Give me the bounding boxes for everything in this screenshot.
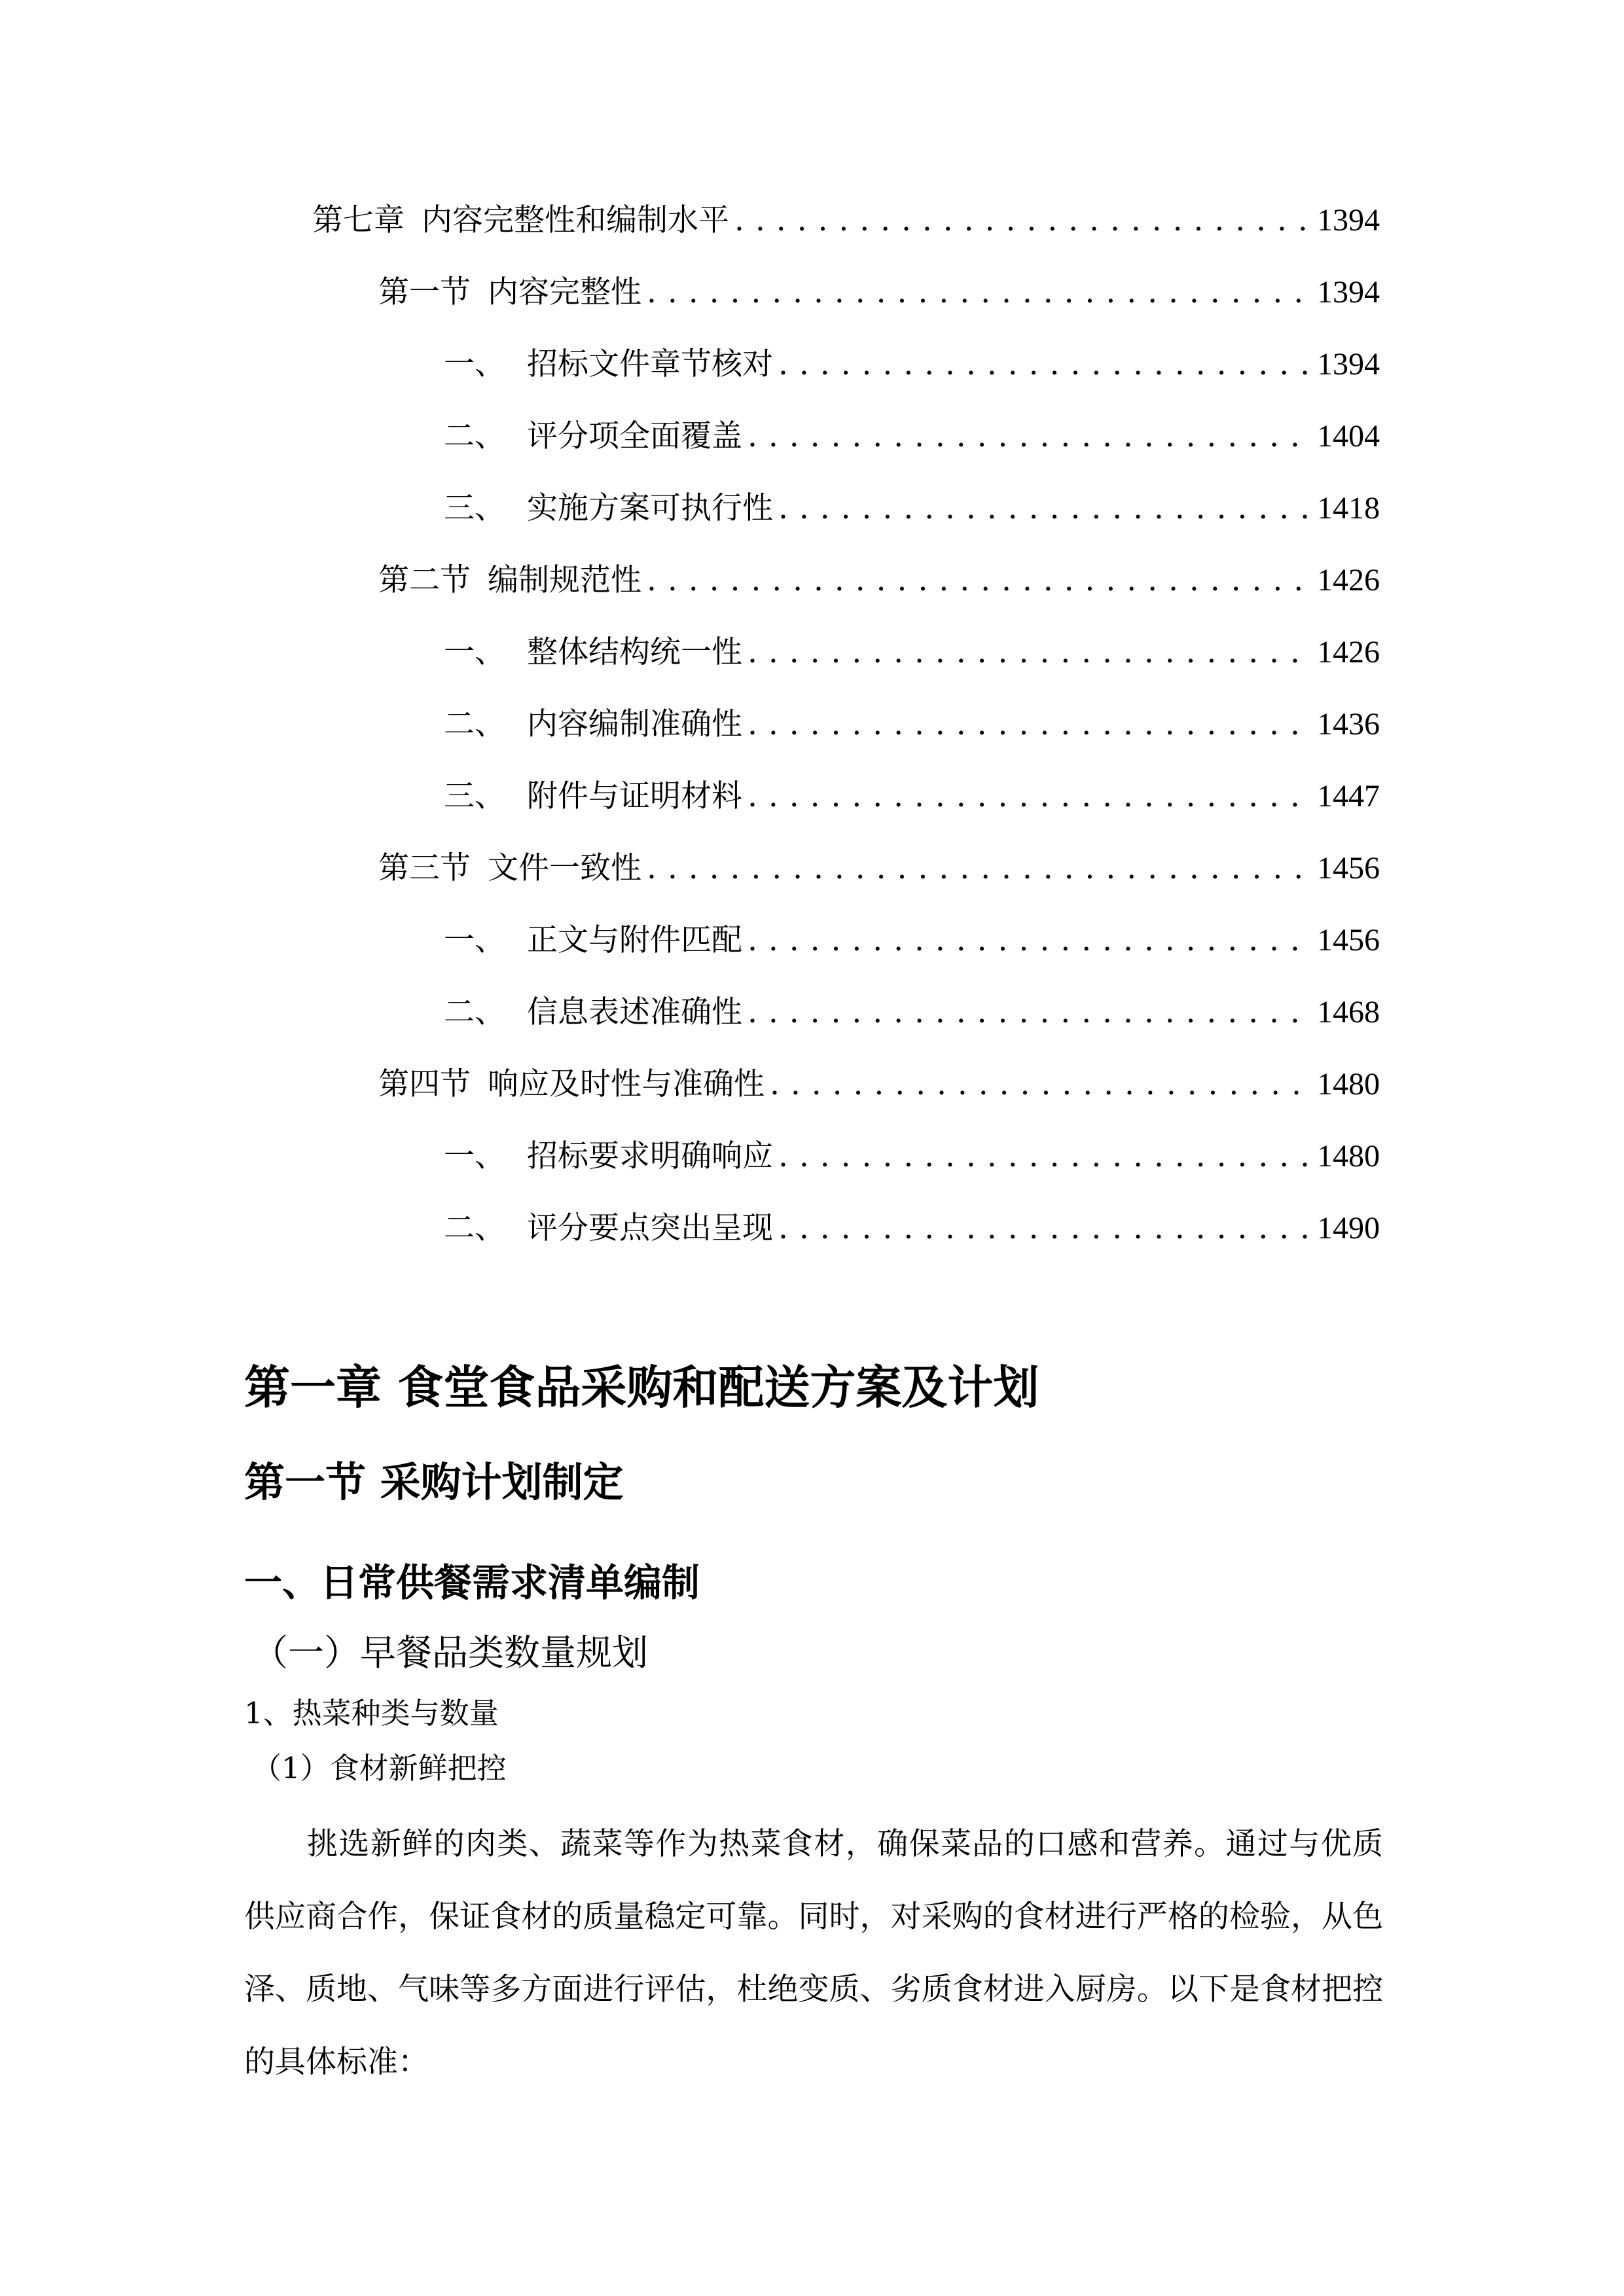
toc-entry-page: 1447 bbox=[1317, 779, 1380, 814]
toc-dot-leader bbox=[778, 345, 1310, 384]
toc-entry-prefix: 第一节 bbox=[378, 274, 471, 310]
toc-entry-prefix: 第七章 bbox=[312, 202, 405, 238]
toc-dot-leader bbox=[748, 993, 1310, 1032]
toc-dot-leader bbox=[778, 489, 1310, 528]
toc-entry-title: 信息表述准确性 bbox=[527, 994, 742, 1030]
toc-entry-prefix: 一、 bbox=[444, 922, 505, 958]
toc-entry-prefix: 二、 bbox=[444, 994, 505, 1030]
toc-entry-subsection[interactable] bbox=[444, 1137, 1380, 1176]
toc-entry-prefix: 二、 bbox=[444, 706, 505, 742]
toc-entry-page: 1426 bbox=[1317, 635, 1380, 670]
toc-entry-page: 1490 bbox=[1317, 1211, 1380, 1246]
toc-dot-leader bbox=[647, 273, 1310, 312]
toc-entry-page: 1394 bbox=[1317, 275, 1380, 310]
toc-entry-chapter[interactable] bbox=[312, 201, 1380, 240]
toc-entry-prefix: 第二节 bbox=[378, 562, 471, 598]
toc-entry-subsection[interactable] bbox=[444, 417, 1380, 456]
body-paragraph: 挑选新鲜的肉类、蔬菜等作为热菜食材，确保菜品的口感和营养。通过与优质供应商合作，保证食材的质量稳定可靠。同时，对采购的食材进行严格的检验，从色泽、质地、气味等多方面进行评估，杜绝变质、劣质食材进入厨房。以下是食材把控的具体标准： bbox=[244, 1826, 1383, 2080]
toc-entry-title: 内容编制准确性 bbox=[527, 706, 742, 742]
toc-entry-title: 正文与附件匹配 bbox=[527, 922, 742, 958]
toc-entry-section[interactable] bbox=[378, 1065, 1380, 1104]
toc-entry-prefix: 二、 bbox=[444, 1210, 505, 1246]
toc-entry-title: 文件一致性 bbox=[488, 850, 641, 886]
toc-entry-subsection[interactable] bbox=[444, 705, 1380, 744]
toc-entry-prefix: 三、 bbox=[444, 778, 505, 814]
toc-entry-section[interactable] bbox=[378, 561, 1380, 600]
toc-entry-prefix: 第三节 bbox=[378, 850, 471, 886]
toc-entry-title: 评分项全面覆盖 bbox=[527, 418, 742, 454]
toc-dot-leader bbox=[748, 777, 1310, 816]
toc-dot-leader bbox=[748, 417, 1310, 456]
toc-entry-title: 内容完整性 bbox=[488, 274, 641, 310]
toc-entry-page: 1468 bbox=[1317, 995, 1380, 1030]
toc-dot-leader bbox=[778, 1137, 1310, 1176]
toc-dot-leader bbox=[647, 849, 1310, 888]
subsection-heading: 一、日常供餐需求清单编制 bbox=[244, 1560, 700, 1605]
toc-dot-leader bbox=[778, 1209, 1310, 1248]
toc-entry-prefix: 一、 bbox=[444, 634, 505, 670]
toc-entry-title: 实施方案可执行性 bbox=[527, 490, 773, 526]
toc-dot-leader bbox=[748, 633, 1310, 672]
toc-entry-subsection[interactable] bbox=[444, 345, 1380, 384]
toc-entry-title: 响应及时性与准确性 bbox=[488, 1066, 765, 1102]
toc-entry-subsection[interactable] bbox=[444, 993, 1380, 1032]
toc-entry-page: 1418 bbox=[1317, 491, 1380, 526]
toc-dot-leader bbox=[647, 561, 1310, 600]
toc-dot-leader bbox=[770, 1065, 1310, 1104]
toc-entry-subsection[interactable] bbox=[444, 1209, 1380, 1248]
toc-entry-subsection[interactable] bbox=[444, 489, 1380, 528]
toc-entry-prefix: 一、 bbox=[444, 346, 505, 382]
toc-entry-prefix: 二、 bbox=[444, 418, 505, 454]
toc-entry-title: 评分要点突出呈现 bbox=[527, 1210, 773, 1246]
toc-entry-page: 1426 bbox=[1317, 563, 1380, 598]
toc-entry-section[interactable] bbox=[378, 849, 1380, 888]
toc-entry-title: 内容完整性和编制水平 bbox=[422, 202, 729, 238]
toc-entry-page: 1456 bbox=[1317, 851, 1380, 886]
toc-entry-page: 1480 bbox=[1317, 1139, 1380, 1174]
toc-entry-page: 1404 bbox=[1317, 419, 1380, 454]
toc-entry-title: 整体结构统一性 bbox=[527, 634, 742, 670]
toc-entry-subsection[interactable] bbox=[444, 777, 1380, 816]
toc-entry-subsection[interactable] bbox=[444, 633, 1380, 672]
toc-dot-leader bbox=[748, 705, 1310, 744]
toc-entry-title: 附件与证明材料 bbox=[527, 778, 742, 814]
toc-entry-page: 1480 bbox=[1317, 1067, 1380, 1102]
chapter-heading: 第一章 食堂食品采购和配送方案及计划 bbox=[244, 1361, 1039, 1414]
toc-entry-page: 1394 bbox=[1317, 347, 1380, 382]
toc-entry-prefix: 一、 bbox=[444, 1138, 505, 1174]
toc-entry-prefix: 第四节 bbox=[378, 1066, 471, 1102]
toc-entry-page: 1394 bbox=[1317, 203, 1380, 238]
subpoint-heading: （1）食材新鲜把控 bbox=[252, 1751, 507, 1785]
toc-entry-section[interactable] bbox=[378, 273, 1380, 312]
toc-entry-prefix: 三、 bbox=[444, 490, 505, 526]
toc-entry-page: 1456 bbox=[1317, 923, 1380, 958]
toc-entry-page: 1436 bbox=[1317, 707, 1380, 742]
section-heading: 第一节 采购计划制定 bbox=[244, 1458, 624, 1506]
toc-entry-title: 招标要求明确响应 bbox=[527, 1138, 773, 1174]
toc-dot-leader bbox=[734, 201, 1310, 240]
point-heading: 1、热菜种类与数量 bbox=[244, 1696, 499, 1731]
toc-entry-subsection[interactable] bbox=[444, 921, 1380, 960]
toc-entry-title: 招标文件章节核对 bbox=[527, 346, 773, 382]
item-heading: （一）早餐品类数量规划 bbox=[252, 1632, 649, 1674]
toc-entry-title: 编制规范性 bbox=[488, 562, 641, 598]
toc-dot-leader bbox=[748, 921, 1310, 960]
